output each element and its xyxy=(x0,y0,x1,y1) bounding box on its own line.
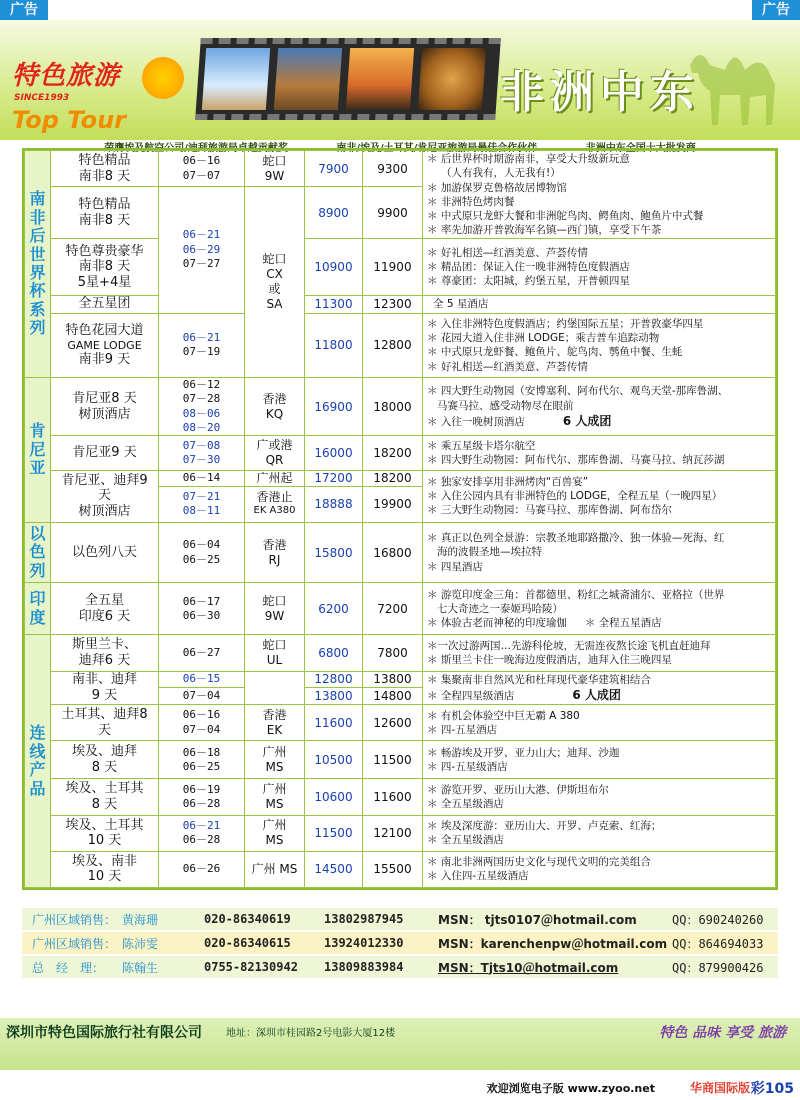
tour-airline: 香港止 EK A380 xyxy=(245,486,305,522)
tour-notes: ＊ 入住非洲特色度假酒店；约堡国际五星；开普敦豪华四星 ＊ 花园大道入住非洲 LODGE；乘吉普车追踪动物 ＊ 中式原只龙虾餐、鲍鱼片、鸵鸟肉、鹗鱼中餐、生蚝 ＊ 好礼相送—红酒美意、芦荟传情 xyxy=(423,313,776,377)
tour-name: 肯尼亚、迪拜9 天 树顶酒店 xyxy=(51,470,159,522)
table-row xyxy=(25,522,776,582)
contact-msn[interactable]: MSN： tjts0107＠hotmail.com xyxy=(438,912,637,927)
price-primary: 6200 xyxy=(305,583,363,635)
camel-icon xyxy=(680,25,790,135)
header-banner xyxy=(0,20,800,154)
tour-notes: ＊ 后世界杯时期游南非，享受大升级新玩意 （人有我有，人无我有!） ＊ 加游保罗克鲁格故居博物馆 ＊ 非洲特色烤肉餐 ＊ 中式原只龙虾大餐和非洲鸵鸟肉、鳄鱼肉、鲍鱼片中式餐 ＊ 率先加游开普敦海军名镇—西门镇，享受下午茶 xyxy=(423,151,776,239)
price-primary: 11300 xyxy=(305,295,363,313)
tour-notes: ＊ 独家安排享用非洲烤肉“百兽宴” ＊ 入住公园内具有非洲特色的 LODGE，全程五星（一晚四星） ＊ 三大野生动物园：马赛马拉、那库鲁湖、阿布岱尔 xyxy=(423,470,776,522)
ad-label-left: 广告 xyxy=(0,0,48,20)
price-primary: 12800 xyxy=(305,671,363,688)
tour-airline: 香港 KQ xyxy=(245,378,305,436)
price-primary: 16900 xyxy=(305,378,363,436)
table-row xyxy=(25,151,776,187)
tour-airline: 广州 MS xyxy=(245,815,305,851)
price-primary: 13800 xyxy=(305,688,363,705)
price-primary: 14500 xyxy=(305,851,363,887)
price-secondary: 19900 xyxy=(363,486,423,522)
tour-table xyxy=(22,148,778,890)
tour-airline: 香港 RJ xyxy=(245,522,305,582)
contact-msn[interactable]: MSN：Tjts10＠hotmail.com xyxy=(438,960,619,975)
price-primary: 8900 xyxy=(305,187,363,239)
page-number: 彩105 xyxy=(750,1081,794,1097)
tour-notes: ＊ 乘五星级卡塔尔航空 ＊ 四大野生动物园：阿布代尔、那库鲁湖、马赛马拉、纳瓦莎湖 xyxy=(423,436,776,470)
tour-dates: 06－16 07－04 xyxy=(159,705,245,741)
tour-name: 全五星 印度6 天 xyxy=(51,583,159,635)
contact-row xyxy=(22,932,778,954)
tour-dates: 07－21 08－11 xyxy=(159,486,245,522)
tour-dates: 06－19 06－28 xyxy=(159,779,245,815)
price-secondary: 11500 xyxy=(363,741,423,779)
logo xyxy=(12,55,187,134)
table-row xyxy=(25,815,776,851)
tour-notes: ＊ 四大野生动物园（安博塞利、阿布代尔、观鸟天堂-那库鲁湖、 马赛马拉、感受动物尽在眼前 ＊ 入往一晚树顶酒店 6 人成团 xyxy=(423,378,776,436)
palace-photo xyxy=(274,48,342,110)
tour-dates: 06－21 07－19 xyxy=(159,313,245,377)
logo-since: SINCE1993 xyxy=(14,93,70,103)
tour-name: 肯尼亚9 天 xyxy=(51,436,159,470)
sun-icon xyxy=(142,57,184,99)
tour-name: 以色列八天 xyxy=(51,522,159,582)
price-secondary: 13800 xyxy=(363,671,423,688)
table-row xyxy=(25,583,776,635)
price-primary: 16000 xyxy=(305,436,363,470)
tour-name: 南非、迪拜 9 天 xyxy=(51,671,159,704)
tour-notes: 全 5 星酒店 xyxy=(423,295,776,313)
price-primary: 10600 xyxy=(305,779,363,815)
price-secondary: 7200 xyxy=(363,583,423,635)
tour-airline: 广或港 QR xyxy=(245,436,305,470)
table-row xyxy=(25,295,776,313)
contact-role: 总 经 理： xyxy=(32,960,105,975)
tour-name: 斯里兰卡、 迪拜6 天 xyxy=(51,635,159,671)
subtitle-1: 荣膺埃及航空公司/迪拜旅游局卓越贡献奖 xyxy=(104,143,288,154)
tour-name: 肯尼亚8 天 树顶酒店 xyxy=(51,378,159,436)
company-name: 深圳市特色国际旅行社有限公司 xyxy=(6,1025,202,1041)
contact-role: 广州区域销售： xyxy=(32,912,117,927)
table-row xyxy=(25,705,776,741)
tour-notes: ＊ 埃及深度游：亚历山大、开罗、卢克索、红海； ＊ 全五星级酒店 xyxy=(423,815,776,851)
tour-name: 全五星团 xyxy=(51,295,159,313)
website-link[interactable]: 欢迎浏览电子版 www.zyoo.net xyxy=(486,1082,655,1095)
group-size-note: 6 人成团 xyxy=(562,413,612,428)
price-secondary: 9900 xyxy=(363,187,423,239)
tour-notes: ＊ 有机会体验空中巨无霸 A 380 ＊ 四-五星酒店 xyxy=(423,705,776,741)
table-row xyxy=(25,470,776,486)
tour-dates: 06－14 xyxy=(159,470,245,486)
price-secondary: 18200 xyxy=(363,436,423,470)
subtitle-2: 南非/埃及/土耳其/肯尼亚旅游局最佳合作伙伴 xyxy=(336,143,538,154)
tour-name: 埃及、土耳其 10 天 xyxy=(51,815,159,851)
contact-phone[interactable]: 020-86340615 xyxy=(204,936,291,950)
price-primary: 11600 xyxy=(305,705,363,741)
tour-dates: 06－04 06－25 xyxy=(159,522,245,582)
price-secondary: 12300 xyxy=(363,295,423,313)
tour-airline xyxy=(245,671,305,704)
tour-notes: ＊一次过游两国…先游科伦坡，无需连夜熬长途飞机直赶迪拜 ＊ 斯里兰卡住一晚海边度假酒店，迪拜入住三晚四星 xyxy=(423,635,776,671)
tour-notes: ＊ 集聚南非自然风光和杜拜现代豪华建筑相结合 ＊ 全程四星级酒店 6 人成团 xyxy=(423,671,776,704)
table-row xyxy=(25,313,776,377)
price-secondary: 16800 xyxy=(363,522,423,582)
tour-name: 特色精品 南非8 天 xyxy=(51,151,159,187)
tour-dates: 06－26 xyxy=(159,851,245,887)
tour-name: 特色尊贵豪华 南非8 天 5星+4星 xyxy=(51,239,159,295)
tour-name: 埃及、土耳其 8 天 xyxy=(51,779,159,815)
footer-banner xyxy=(0,1018,800,1070)
price-secondary: 12600 xyxy=(363,705,423,741)
tour-airline: 广州 MS xyxy=(245,851,305,887)
tour-name: 埃及、迪拜 8 天 xyxy=(51,741,159,779)
tour-notes: ＊ 真正以色列全景游：宗教圣地耶路撒冷、独一体验—死海、红 海的波假圣地—埃拉特 ＊ 四星酒店 xyxy=(423,522,776,582)
subtitle-3: 非洲中东全国十大批发商 xyxy=(585,143,696,154)
price-secondary: 15500 xyxy=(363,851,423,887)
contact-list xyxy=(22,908,778,980)
tour-name: 特色花园大道 GAME LODGE 南非9 天 xyxy=(51,313,159,377)
tour-dates: 06－16 07－07 xyxy=(159,151,245,187)
tour-name: 土耳其、迪拜8 天 xyxy=(51,705,159,741)
price-primary: 10500 xyxy=(305,741,363,779)
contact-name: 黄海珊 xyxy=(122,912,159,927)
tour-airline: 广州起 xyxy=(245,470,305,486)
tour-dates: 07－08 07－30 xyxy=(159,436,245,470)
category-cell: 连线产品 xyxy=(25,635,51,888)
logo-bottom-text: Top Tour xyxy=(12,106,126,134)
tour-airline: 广州 MS xyxy=(245,741,305,779)
tour-airline: 香港 EK xyxy=(245,705,305,741)
price-secondary: 18200 xyxy=(363,470,423,486)
table-row xyxy=(25,851,776,887)
tour-notes: ＊ 游览开罗、亚历山大港、伊斯坦布尔 ＊ 全五星级酒店 xyxy=(423,779,776,815)
group-size-note: 6 人成团 xyxy=(572,687,621,702)
table-row xyxy=(25,239,776,295)
brand-label: 华商国际版 xyxy=(689,1081,750,1095)
tower-photo xyxy=(346,48,414,110)
price-secondary: 14800 xyxy=(363,688,423,705)
page-title: 非洲中东 xyxy=(500,67,700,118)
contact-phone[interactable]: 0755-82130942 xyxy=(204,960,298,974)
contact-qq: QQ：864694033 xyxy=(672,936,764,951)
contact-name: 陈沛雯 xyxy=(122,936,159,951)
category-cell: 以色列 xyxy=(25,522,51,582)
price-primary: 7900 xyxy=(305,151,363,187)
price-secondary: 12800 xyxy=(363,313,423,377)
tour-dates: 06－15 xyxy=(159,671,245,688)
tour-dates: 06－17 06－30 xyxy=(159,583,245,635)
table-row xyxy=(25,671,776,688)
tour-airline: 广州 MS xyxy=(245,779,305,815)
table-row xyxy=(25,741,776,779)
contact-mobile[interactable]: 13924012330 xyxy=(324,936,404,950)
logo-top-text: 特色旅游 xyxy=(12,61,121,91)
category-cell: 南非后世界杯系列 xyxy=(25,151,51,378)
contact-phone[interactable]: 020-86340619 xyxy=(204,912,291,926)
price-secondary: 9300 xyxy=(363,151,423,187)
contact-row xyxy=(22,908,778,930)
company-address: 地址：深圳市桂园路2号电影大厦12楼 xyxy=(226,1028,396,1039)
price-primary: 10900 xyxy=(305,239,363,295)
tour-dates: 06－21 06－28 xyxy=(159,815,245,851)
tour-name: 特色精品 南非8 天 xyxy=(51,187,159,239)
table-row xyxy=(25,378,776,436)
category-cell: 肯尼亚 xyxy=(25,378,51,523)
price-primary: 6800 xyxy=(305,635,363,671)
table-row xyxy=(25,779,776,815)
contact-qq: QQ：879900426 xyxy=(672,960,764,975)
price-secondary: 11600 xyxy=(363,779,423,815)
tour-airline: 蛇口 9W xyxy=(245,151,305,187)
contact-qq: QQ：690240260 xyxy=(672,912,764,927)
contact-mobile[interactable]: 13802987945 xyxy=(324,912,404,926)
tour-airline: 蛇口 9W xyxy=(245,583,305,635)
price-primary: 17200 xyxy=(305,470,363,486)
tour-notes: ＊ 好礼相送—红酒美意、芦荟传情 ＊ 精品团：保证入住一晚非洲特色度假酒店 ＊ 尊豪团：太阳城，约堡五星，开普顿四星 xyxy=(423,239,776,295)
tour-airline: 蛇口 UL xyxy=(245,635,305,671)
tour-dates: 06－27 xyxy=(159,635,245,671)
burj-photo xyxy=(202,48,270,110)
contact-row xyxy=(22,956,778,978)
contact-role: 广州区域销售： xyxy=(32,936,117,951)
table-row xyxy=(25,635,776,671)
table-row xyxy=(25,436,776,470)
tour-notes: ＊ 游览印度金三角：首都德里、粉红之城斋浦尔、亚格拉（世界 七大奇迹之一泰姬玛哈陵） ＊ 体验古老而神秘的印度瑜伽 ＊ 全程五星酒店 xyxy=(423,583,776,635)
price-primary: 15800 xyxy=(305,522,363,582)
tour-dates: 06－18 06－25 xyxy=(159,741,245,779)
lion-photo xyxy=(418,48,486,110)
contact-msn[interactable]: MSN：karenchenpw＠hotmail.com xyxy=(438,936,668,951)
film-strip xyxy=(195,38,501,120)
tour-notes: ＊ 南北非洲两国历史文化与现代文明的完美组合 ＊ 入住四-五星级酒店 xyxy=(423,851,776,887)
tour-dates: 07－04 xyxy=(159,688,245,705)
tour-name: 埃及、南非 10 天 xyxy=(51,851,159,887)
slogan-logo: 特色 品味 享受 旅游 xyxy=(659,1025,786,1041)
tour-notes: ＊ 畅游埃及开罗、亚力山大；迪拜、沙迦 ＊ 四-五星级酒店 xyxy=(423,741,776,779)
tour-dates: 06－12 07－28 08－06 08－20 xyxy=(159,378,245,436)
ad-label-right: 广告 xyxy=(752,0,800,20)
price-secondary: 7800 xyxy=(363,635,423,671)
price-secondary: 18000 xyxy=(363,378,423,436)
price-primary: 18888 xyxy=(305,486,363,522)
price-secondary: 12100 xyxy=(363,815,423,851)
price-primary: 11500 xyxy=(305,815,363,851)
price-primary: 11800 xyxy=(305,313,363,377)
contact-name: 陈翰生 xyxy=(122,960,159,975)
tour-airline: 蛇口 CX 或 SA xyxy=(245,187,305,378)
contact-mobile[interactable]: 13809883984 xyxy=(324,960,404,974)
tour-dates: 06－21 06－29 07－27 xyxy=(159,187,245,314)
category-cell: 印度 xyxy=(25,583,51,635)
page-footer xyxy=(0,1070,800,1100)
price-secondary: 11900 xyxy=(363,239,423,295)
